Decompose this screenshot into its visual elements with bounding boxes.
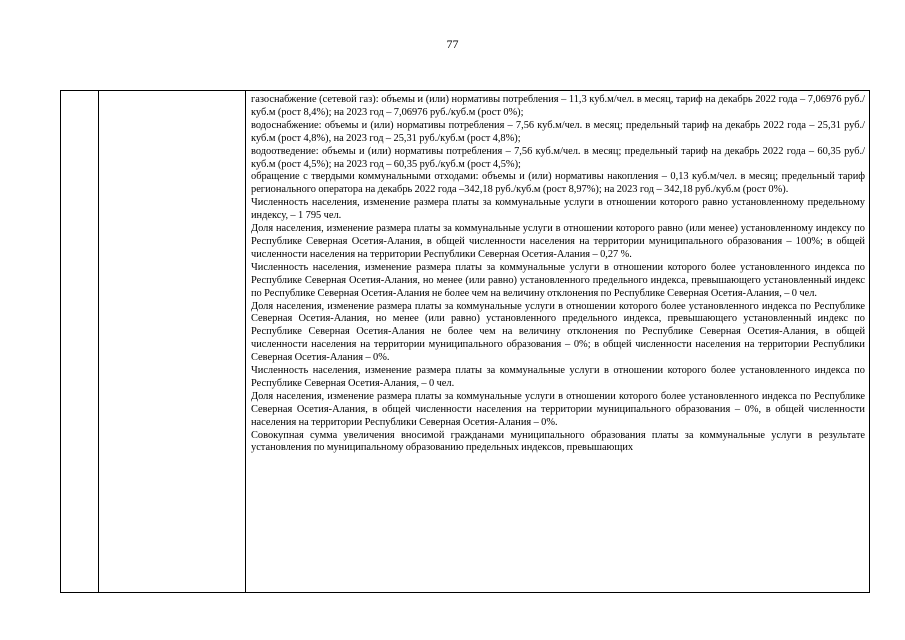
paragraph-population-above-index: Численность населения, изменение размера платы за коммунальные услуги в отношении которого более установленного индекса по Республике Северная Осетия-Алания, – 0 чел. <box>251 365 865 389</box>
paragraph-water-supply: водоснабжение: объемы и (или) нормативы потребления – 7,56 куб.м/чел. в месяц; предельный тариф на декабрь 2022 года – 25,31 руб./куб.м (рост 4,8%), на 2023 год – 25,31 руб./куб.м (рост 4,8%); <box>251 119 865 144</box>
table-cell-number <box>61 91 99 593</box>
table-cell-content <box>246 91 870 593</box>
paragraph-total-increase: Совокупная сумма увеличения вносимой гражданами муниципального образования платы за коммунальные услуги в результате установления по муниципальному образованию предельных индексов, превышающих <box>251 429 865 454</box>
paragraph-solid-waste: обращение с твердыми коммунальными отходами: объемы и (или) нормативы накопления – 0,13 куб.м/чел. в месяц; предельный тариф регионального оператора на декабрь 2022 года –342,18 руб./куб.м (рост 8,97%); на 2023 год – 342,18 руб./куб.м (рост 0%). <box>251 171 865 196</box>
paragraph-population-above-index-within-deviation: Численность населения, изменение размера платы за коммунальные услуги в отношении которого более установленного индекса по Республике Северная Осетия-Алания, но менее (или равно) установленного предельного индекса, превышающего установленный индекс по Республике Северная Осетия-Алания не более чем на величину отклонения по Республике Северная Осетия-Алания, – 0 чел. <box>251 261 865 299</box>
table-row <box>61 91 870 593</box>
paragraph-share-equal-index: Доля населения, изменение размера платы за коммунальные услуги в отношении которого равно (или менее) установленному индексу по Республике Северная Осетия-Алания, в общей численности населения на территории муниципального образования – 100%; в общей численности населения на территории Республики Северная Осетия-Алания – 0,27 %. <box>251 223 865 260</box>
paragraph-gas-supply: газоснабжение (сетевой газ): объемы и (или) нормативы потребления – 11,3 куб.м/чел. в месяц, тариф на декабрь 2022 года – 7,06976 руб./куб.м (рост 8,4%); на 2023 год – 7,06976 руб./куб.м (рост 0%); <box>251 94 865 118</box>
page-number: 77 <box>446 37 459 51</box>
paragraph-share-above-index: Доля населения, изменение размера платы за коммунальные услуги в отношении которого более установленного индекса по Республике Северная Осетия-Алания, в общей численности населения на территории муниципального образования – 0%, в общей численности населения на территории Республики Северная Осетия-Алания – 0%. <box>251 390 865 428</box>
table-cell-name <box>99 91 246 593</box>
paragraph-population-equal-limit: Численность населения, изменение размера платы за коммунальные услуги в отношении которого равно установленному предельному индексу, – 1 795 чел. <box>251 197 865 222</box>
paragraph-share-above-index-within-deviation: Доля населения, изменение размера платы за коммунальные услуги в отношении которого более установленного индекса по Республике Северная Осетия-Алания, но менее (или равно) установленного предельного индекса, превышающего установленный индекс по Республике Северная Осетия-Алания не более чем на величину отклонения по Республике Северная Осетия-Алания, в общей численности населения на территории муниципального образования – 0%; в общей численности населения на территории Республики Северная Осетия-Алания – 0%. <box>251 300 865 364</box>
paragraph-wastewater: водоотведение: объемы и (или) нормативы потребления – 7,56 куб.м/чел. в месяц; предельный тариф на декабрь 2022 года – 60,35 руб./куб.м (рост 4,5%); на 2023 год – 60,35 руб./куб.м (рост 4,5%); <box>251 145 865 170</box>
document-table <box>60 90 870 593</box>
